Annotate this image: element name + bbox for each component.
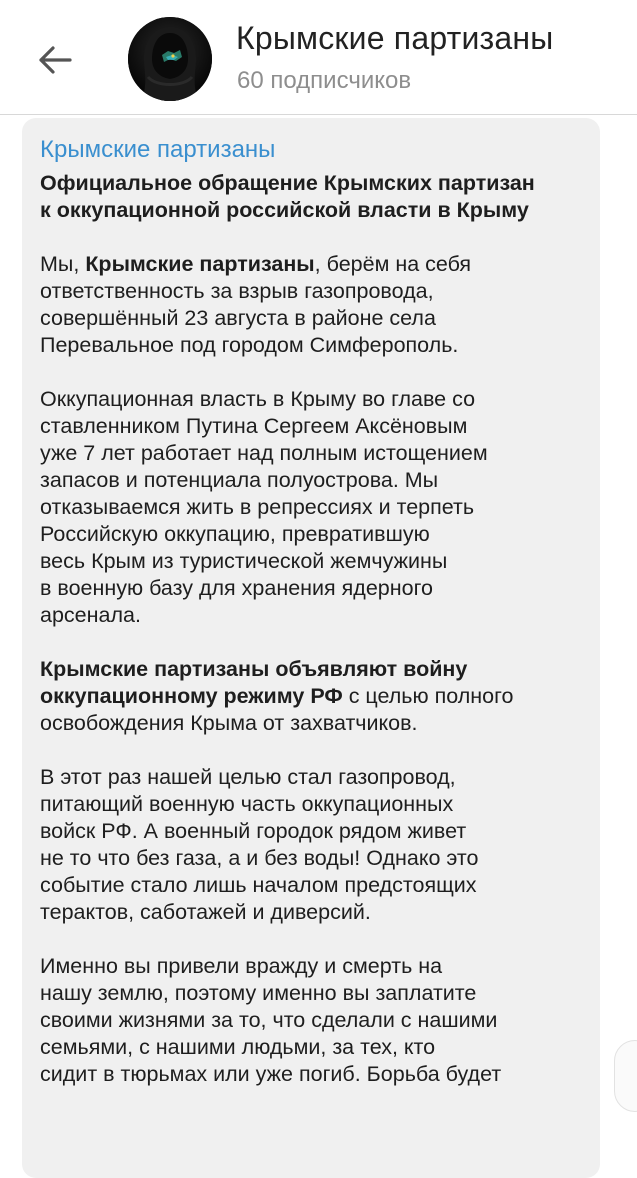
bold-fragment: оккупационному режиму РФ bbox=[40, 684, 343, 708]
text-line: своими жизнями за то, что сделали с нашими bbox=[40, 1008, 498, 1032]
paragraph-2 bbox=[40, 386, 600, 629]
hooded-figure-avatar-icon bbox=[128, 17, 212, 101]
text-line: не то что без газа, а и без воды! Однако это bbox=[40, 846, 479, 870]
channel-title[interactable]: Крымские партизаны bbox=[236, 20, 554, 56]
text-line: Именно вы привели вражду и смерть на bbox=[40, 954, 443, 978]
text-line: совершённый 23 августа в районе села bbox=[40, 306, 436, 330]
text-line: ставленником Путина Сергеем Аксёновым bbox=[40, 414, 468, 438]
bold-fragment: Крымские партизаны bbox=[85, 252, 315, 276]
scroll-down-button[interactable] bbox=[614, 1040, 637, 1112]
text-line: Крымские партизаны объявляют войну bbox=[40, 657, 468, 681]
text-line: войск РФ. А военный городок рядом живет bbox=[40, 819, 467, 843]
text-line: питающий военную часть оккупационных bbox=[40, 792, 454, 816]
text-line: нашу землю, поэтому именно вы заплатите bbox=[40, 981, 477, 1005]
text-line: терактов, саботажей и диверсий. bbox=[40, 900, 371, 924]
text-line: событие стало лишь началом предстоящих bbox=[40, 873, 477, 897]
paragraph-4 bbox=[40, 764, 600, 926]
text-line: освобождения Крыма от захватчиков. bbox=[40, 711, 418, 735]
arrow-left-icon bbox=[37, 45, 73, 75]
text-line: уже 7 лет работает над полным истощением bbox=[40, 441, 488, 465]
text-line: ответственность за взрыв газопровода, bbox=[40, 279, 434, 303]
text-line: в военную базу для хранения ядерного bbox=[40, 576, 433, 600]
text-fragment: Мы, bbox=[40, 252, 86, 276]
text-line: весь Крым из туристической жемчужины bbox=[40, 549, 448, 573]
text-line: Оккупационная власть в Крыму во главе со bbox=[40, 387, 476, 411]
text-line: к оккупационной российской власти в Крыму bbox=[40, 198, 529, 222]
text-fragment: , берём на себя bbox=[314, 252, 472, 276]
text-line: арсенала. bbox=[40, 603, 141, 627]
text-line bbox=[40, 251, 600, 278]
text-line bbox=[40, 683, 600, 710]
text-fragment: с целью полного bbox=[342, 684, 514, 708]
text-line: Российскую оккупацию, превратившую bbox=[40, 522, 430, 546]
text-line: Официальное обращение Крымских партизан bbox=[40, 171, 535, 195]
message-title bbox=[40, 170, 600, 224]
text-line: запасов и потенциала полуострова. Мы bbox=[40, 468, 439, 492]
text-line: В этот раз нашей целью стал газопровод, bbox=[40, 765, 456, 789]
subscriber-count: 60 подписчиков bbox=[237, 67, 412, 94]
paragraph-5 bbox=[40, 953, 600, 1088]
text-line: сидит в тюрьмах или уже погиб. Борьба будет bbox=[40, 1062, 502, 1086]
paragraph-1 bbox=[40, 251, 600, 359]
paragraph-3 bbox=[40, 656, 600, 737]
text-line: отказываемся жить в репрессиях и терпеть bbox=[40, 495, 475, 519]
app-header bbox=[0, 0, 637, 115]
text-line: семьями, с нашими людьми, за тех, кто bbox=[40, 1035, 436, 1059]
text-line: Перевальное под городом Симферополь. bbox=[40, 333, 459, 357]
message-text bbox=[40, 170, 600, 1088]
message-author[interactable]: Крымские партизаны bbox=[40, 136, 276, 163]
back-button[interactable] bbox=[20, 28, 90, 92]
channel-avatar[interactable] bbox=[128, 17, 212, 101]
message-bubble[interactable] bbox=[22, 118, 600, 1178]
